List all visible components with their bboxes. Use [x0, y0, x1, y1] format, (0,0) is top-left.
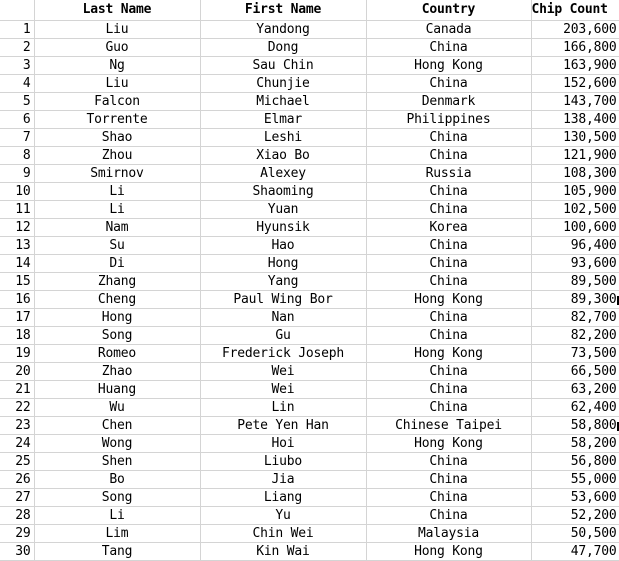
- last-name-cell[interactable]: Liu: [34, 21, 200, 39]
- last-name-cell[interactable]: Wu: [34, 399, 200, 417]
- country-cell[interactable]: China: [366, 327, 531, 345]
- row-number-cell[interactable]: 16: [0, 291, 34, 309]
- country-cell[interactable]: China: [366, 183, 531, 201]
- last-name-cell[interactable]: Chen: [34, 417, 200, 435]
- table-row: [0, 111, 619, 129]
- first-name-cell[interactable]: Yuan: [200, 201, 366, 219]
- country-cell[interactable]: Chinese Taipei: [366, 417, 531, 435]
- chip-count-cell[interactable]: 52,200: [531, 507, 619, 525]
- last-name-cell[interactable]: Torrente: [34, 111, 200, 129]
- chip-count-cell[interactable]: 82,200: [531, 327, 619, 345]
- table-body: [0, 21, 619, 561]
- first-name-cell[interactable]: Xiao Bo: [200, 147, 366, 165]
- row-number-cell[interactable]: 3: [0, 57, 34, 75]
- first-name-cell[interactable]: Hyunsik: [200, 219, 366, 237]
- first-name-cell[interactable]: Leshi: [200, 129, 366, 147]
- country-cell[interactable]: Hong Kong: [366, 345, 531, 363]
- table-row: [0, 39, 619, 57]
- last-name-cell[interactable]: Shao: [34, 129, 200, 147]
- country-cell[interactable]: China: [366, 309, 531, 327]
- table-row: [0, 399, 619, 417]
- first-name-cell[interactable]: Alexey: [200, 165, 366, 183]
- chip-count-header[interactable]: Chip Count: [531, 0, 619, 21]
- chip-count-cell[interactable]: 102,500: [531, 201, 619, 219]
- first-name-cell[interactable]: Jia: [200, 471, 366, 489]
- table-row: [0, 57, 619, 75]
- row-number-cell[interactable]: 29: [0, 525, 34, 543]
- country-cell[interactable]: China: [366, 273, 531, 291]
- table-row: [0, 291, 619, 309]
- table-row: [0, 273, 619, 291]
- table-row: [0, 165, 619, 183]
- chip-count-cell[interactable]: 143,700: [531, 93, 619, 111]
- table-row: [0, 435, 619, 453]
- chip-count-cell[interactable]: 63,200: [531, 381, 619, 399]
- table-row: [0, 309, 619, 327]
- row-number-cell[interactable]: 23: [0, 417, 34, 435]
- table-row: [0, 471, 619, 489]
- last-name-cell[interactable]: Romeo: [34, 345, 200, 363]
- row-number-cell[interactable]: 15: [0, 273, 34, 291]
- row-number-cell[interactable]: 27: [0, 489, 34, 507]
- first-name-cell[interactable]: Pete Yen Han: [200, 417, 366, 435]
- row-number-cell[interactable]: 6: [0, 111, 34, 129]
- country-cell[interactable]: China: [366, 489, 531, 507]
- table-row: [0, 381, 619, 399]
- last-name-cell[interactable]: Li: [34, 201, 200, 219]
- first-name-cell[interactable]: Dong: [200, 39, 366, 57]
- last-name-cell[interactable]: Wong: [34, 435, 200, 453]
- last-name-cell[interactable]: Zhang: [34, 273, 200, 291]
- chip-count-cell[interactable]: 58,800: [531, 417, 619, 435]
- last-name-cell[interactable]: Lim: [34, 525, 200, 543]
- table-row: [0, 147, 619, 165]
- first-name-cell[interactable]: Paul Wing Bor: [200, 291, 366, 309]
- table-row: [0, 543, 619, 561]
- first-name-header[interactable]: First Name: [200, 0, 366, 21]
- row-number-cell[interactable]: 2: [0, 39, 34, 57]
- chip-count-cell[interactable]: 55,000: [531, 471, 619, 489]
- first-name-cell[interactable]: Hoi: [200, 435, 366, 453]
- row-number-cell[interactable]: 1: [0, 21, 34, 39]
- last-name-cell[interactable]: Smirnov: [34, 165, 200, 183]
- first-name-cell[interactable]: Chunjie: [200, 75, 366, 93]
- last-name-cell[interactable]: Zhao: [34, 363, 200, 381]
- first-name-cell[interactable]: Michael: [200, 93, 366, 111]
- first-name-cell[interactable]: Gu: [200, 327, 366, 345]
- country-cell[interactable]: China: [366, 381, 531, 399]
- chip-count-cell[interactable]: 82,700: [531, 309, 619, 327]
- row-number-cell[interactable]: 10: [0, 183, 34, 201]
- country-cell[interactable]: China: [366, 453, 531, 471]
- row-number-cell[interactable]: 17: [0, 309, 34, 327]
- row-number-cell[interactable]: 8: [0, 147, 34, 165]
- row-number-cell[interactable]: 4: [0, 75, 34, 93]
- first-name-cell[interactable]: Hong: [200, 255, 366, 273]
- row-number-cell[interactable]: 22: [0, 399, 34, 417]
- last-name-cell[interactable]: Di: [34, 255, 200, 273]
- country-cell[interactable]: China: [366, 471, 531, 489]
- last-name-cell[interactable]: Liu: [34, 75, 200, 93]
- country-cell[interactable]: China: [366, 201, 531, 219]
- table-row: [0, 93, 619, 111]
- first-name-cell[interactable]: Shaoming: [200, 183, 366, 201]
- table-row: [0, 507, 619, 525]
- country-cell[interactable]: Russia: [366, 165, 531, 183]
- chip-count-cell[interactable]: 130,500: [531, 129, 619, 147]
- first-name-cell[interactable]: Hao: [200, 237, 366, 255]
- chip-count-cell[interactable]: 105,900: [531, 183, 619, 201]
- country-cell[interactable]: China: [366, 75, 531, 93]
- first-name-cell[interactable]: Kin Wai: [200, 543, 366, 561]
- chip-count-cell[interactable]: 152,600: [531, 75, 619, 93]
- table-row: [0, 219, 619, 237]
- first-name-cell[interactable]: Wei: [200, 381, 366, 399]
- chip-count-cell[interactable]: 96,400: [531, 237, 619, 255]
- chip-count-cell[interactable]: 163,900: [531, 57, 619, 75]
- first-name-cell[interactable]: Wei: [200, 363, 366, 381]
- last-name-cell[interactable]: Guo: [34, 39, 200, 57]
- last-name-cell[interactable]: Song: [34, 489, 200, 507]
- last-name-cell[interactable]: Li: [34, 183, 200, 201]
- last-name-cell[interactable]: Cheng: [34, 291, 200, 309]
- table-row: [0, 327, 619, 345]
- last-name-cell[interactable]: Bo: [34, 471, 200, 489]
- row-number-cell[interactable]: 30: [0, 543, 34, 561]
- row-number-cell[interactable]: 20: [0, 363, 34, 381]
- first-name-cell[interactable]: Liubo: [200, 453, 366, 471]
- chip-count-cell[interactable]: 73,500: [531, 345, 619, 363]
- last-name-cell[interactable]: Huang: [34, 381, 200, 399]
- country-cell[interactable]: China: [366, 255, 531, 273]
- country-cell[interactable]: Hong Kong: [366, 435, 531, 453]
- chip-count-cell[interactable]: 53,600: [531, 489, 619, 507]
- chip-count-cell[interactable]: 121,900: [531, 147, 619, 165]
- country-cell[interactable]: Hong Kong: [366, 291, 531, 309]
- row-number-cell[interactable]: 9: [0, 165, 34, 183]
- last-name-cell[interactable]: Su: [34, 237, 200, 255]
- country-header[interactable]: Country: [366, 0, 531, 21]
- country-cell[interactable]: Hong Kong: [366, 543, 531, 561]
- chip-count-cell[interactable]: 89,500: [531, 273, 619, 291]
- row-number-cell[interactable]: 19: [0, 345, 34, 363]
- chip-count-cell[interactable]: 89,300: [531, 291, 619, 309]
- row-number-cell[interactable]: 26: [0, 471, 34, 489]
- chip-count-cell[interactable]: 100,600: [531, 219, 619, 237]
- last-name-cell[interactable]: Zhou: [34, 147, 200, 165]
- first-name-cell[interactable]: Chin Wei: [200, 525, 366, 543]
- first-name-cell[interactable]: Yandong: [200, 21, 366, 39]
- table-row: [0, 525, 619, 543]
- row-number-cell[interactable]: 24: [0, 435, 34, 453]
- chip-count-cell[interactable]: 58,200: [531, 435, 619, 453]
- country-cell[interactable]: Malaysia: [366, 525, 531, 543]
- table-row: [0, 201, 619, 219]
- chip-count-cell[interactable]: 50,500: [531, 525, 619, 543]
- first-name-cell[interactable]: Lin: [200, 399, 366, 417]
- country-cell[interactable]: China: [366, 39, 531, 57]
- last-name-cell[interactable]: Nam: [34, 219, 200, 237]
- last-name-cell[interactable]: Falcon: [34, 93, 200, 111]
- first-name-cell[interactable]: Nan: [200, 309, 366, 327]
- chip-count-cell[interactable]: 93,600: [531, 255, 619, 273]
- country-cell[interactable]: Philippines: [366, 111, 531, 129]
- country-cell[interactable]: Canada: [366, 21, 531, 39]
- row-number-cell[interactable]: 12: [0, 219, 34, 237]
- country-cell[interactable]: China: [366, 237, 531, 255]
- first-name-cell[interactable]: Frederick Joseph: [200, 345, 366, 363]
- row-number-cell[interactable]: 21: [0, 381, 34, 399]
- first-name-cell[interactable]: Liang: [200, 489, 366, 507]
- last-name-cell[interactable]: Song: [34, 327, 200, 345]
- country-cell[interactable]: Hong Kong: [366, 57, 531, 75]
- chip-count-cell[interactable]: 138,400: [531, 111, 619, 129]
- first-name-cell[interactable]: Elmar: [200, 111, 366, 129]
- row-number-cell[interactable]: 11: [0, 201, 34, 219]
- country-cell[interactable]: China: [366, 147, 531, 165]
- table-row: [0, 363, 619, 381]
- table-row: [0, 237, 619, 255]
- row-number-cell[interactable]: 13: [0, 237, 34, 255]
- row-number-cell[interactable]: 25: [0, 453, 34, 471]
- row-number-cell[interactable]: 18: [0, 327, 34, 345]
- chip-count-cell[interactable]: 108,300: [531, 165, 619, 183]
- table-row: [0, 129, 619, 147]
- country-cell[interactable]: China: [366, 129, 531, 147]
- last-name-cell[interactable]: Ng: [34, 57, 200, 75]
- table-row: [0, 21, 619, 39]
- first-name-cell[interactable]: Yu: [200, 507, 366, 525]
- last-name-cell[interactable]: Hong: [34, 309, 200, 327]
- country-cell[interactable]: China: [366, 363, 531, 381]
- chip-count-cell[interactable]: 62,400: [531, 399, 619, 417]
- country-cell[interactable]: Denmark: [366, 93, 531, 111]
- header-row: [0, 0, 619, 21]
- table-row: [0, 345, 619, 363]
- last-name-header[interactable]: Last Name: [34, 0, 200, 21]
- row-number-header-cell[interactable]: [0, 0, 34, 21]
- table-row: [0, 75, 619, 93]
- table-row: [0, 183, 619, 201]
- country-cell[interactable]: China: [366, 399, 531, 417]
- table-row: [0, 417, 619, 435]
- chip-count-cell[interactable]: 166,800: [531, 39, 619, 57]
- row-number-cell[interactable]: 5: [0, 93, 34, 111]
- chip-count-cell[interactable]: 203,600: [531, 21, 619, 39]
- table-row: [0, 453, 619, 471]
- chip-count-cell[interactable]: 56,800: [531, 453, 619, 471]
- row-number-cell[interactable]: 14: [0, 255, 34, 273]
- row-number-cell[interactable]: 28: [0, 507, 34, 525]
- country-cell[interactable]: China: [366, 507, 531, 525]
- chip-count-cell[interactable]: 66,500: [531, 363, 619, 381]
- last-name-cell[interactable]: Tang: [34, 543, 200, 561]
- first-name-cell[interactable]: Yang: [200, 273, 366, 291]
- country-cell[interactable]: Korea: [366, 219, 531, 237]
- last-name-cell[interactable]: Li: [34, 507, 200, 525]
- row-number-cell[interactable]: 7: [0, 129, 34, 147]
- first-name-cell[interactable]: Sau Chin: [200, 57, 366, 75]
- table-row: [0, 255, 619, 273]
- last-name-cell[interactable]: Shen: [34, 453, 200, 471]
- table-row: [0, 489, 619, 507]
- chip-count-cell[interactable]: 47,700: [531, 543, 619, 561]
